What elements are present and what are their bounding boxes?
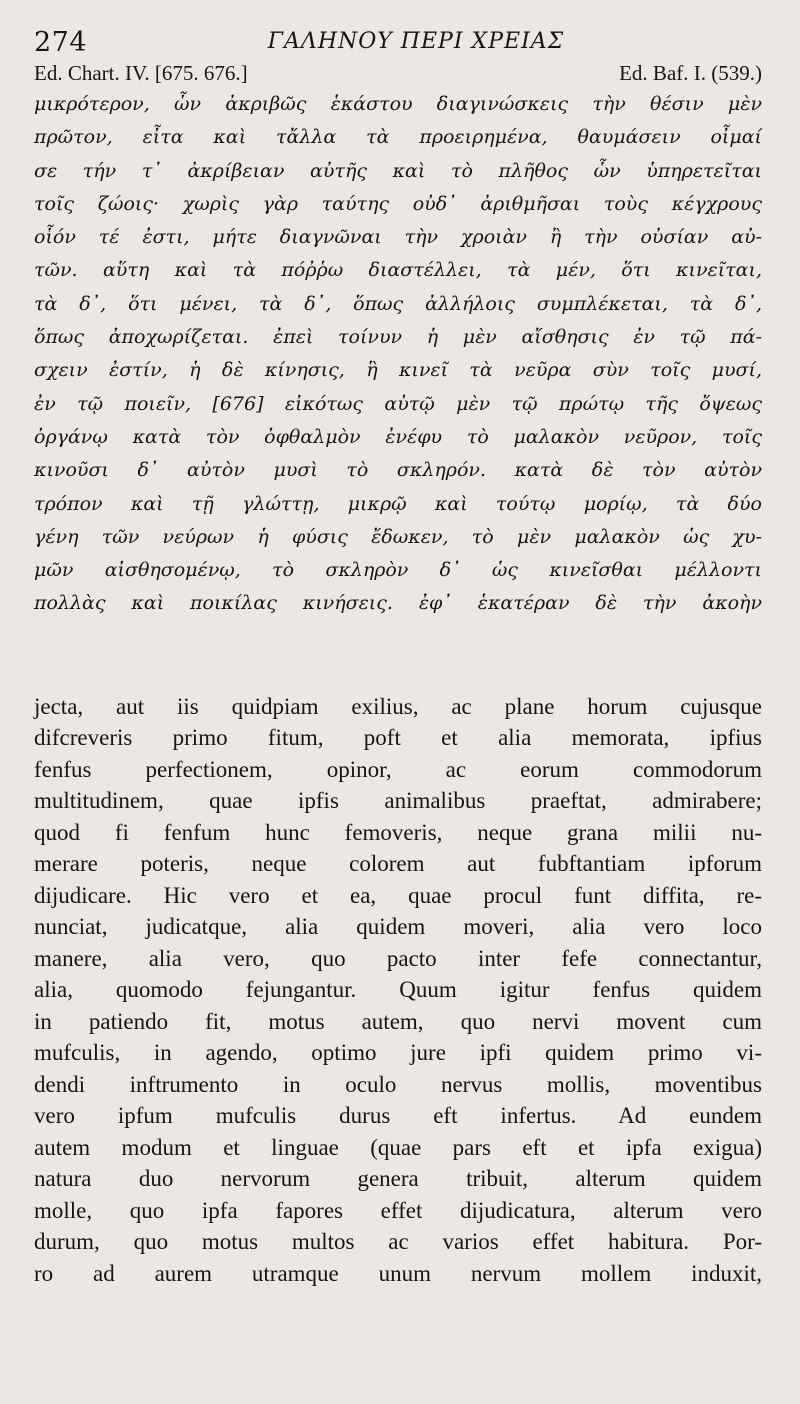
latin-line: nunciat, judicatque, alia quidem moveri, alia vero loco (34, 914, 762, 940)
greek-line: σχειν ἐστίν, ἡ δὲ κίνησις, ἣ κινεῖ τὰ νεῦρα σὺν τοῖς μυσί, (34, 359, 762, 382)
latin-line: multitudinem, quae ipfis animalibus praeftat, admirabere; (34, 788, 762, 814)
latin-line: mufculis, in agendo, optimo jure ipfi quidem primo vi- (34, 1040, 762, 1066)
latin-line: manere, alia vero, quo pacto inter fefe connectantur, (34, 945, 762, 971)
latin-line: dijudicare. Hic vero et ea, quae procul funt diffita, re- (34, 882, 762, 908)
greek-line: σε τήν τ᾽ ἀκρίβειαν αὐτῆς καὶ τὸ πλῆθος ὧν ὑπηρετεῖται (34, 159, 762, 182)
latin-line: dendi inftrumento in oculo nervus mollis, moventibus (34, 1071, 762, 1097)
greek-line: τοῖς ζώοις· χωρὶς γὰρ ταύτης οὐδ᾽ ἀριθμῆσαι τοὺς κέγχρους (34, 192, 762, 215)
latin-line: ro ad aurem utramque unum nervum mollem induxit, (34, 1260, 762, 1286)
latin-line: vero ipfum mufculis durus eft infertus. Ad eundem (34, 1103, 762, 1129)
edition-references (34, 58, 762, 88)
latin-line: quod fi fenfum hunc femoveris, neque grana milii nu- (34, 819, 762, 845)
running-title: ΓΑΛΗΝΟΥ ΠΕΡΙ ΧΡΕΙΑΣ (267, 29, 565, 54)
edition-chart-reference: Ed. Chart. IV. [675. 676.] (34, 61, 248, 85)
latin-line: autem modum et linguae (quae pars eft et ipfa exigua) (34, 1134, 762, 1160)
latin-line: in patiendo fit, motus autem, quo nervi movent cum (34, 1008, 762, 1034)
greek-line: μῶν αἰσθησομένῳ, τὸ σκληρὸν δ᾽ ὡς κινεῖσθαι μέλλοντι (34, 559, 762, 582)
greek-line: ἐν τῷ ποιεῖν, [676] εἰκότως αὐτῷ μὲν τῷ πρώτῳ τῆς ὄψεως (34, 392, 762, 415)
page-number: 274 (34, 27, 88, 58)
greek-line: οἷόν τέ ἐστι, μήτε διαγνῶναι τὴν χροιὰν ἢ τὴν οὐσίαν αὐ- (34, 226, 762, 249)
greek-line: τὰ δ᾽, ὅτι μένει, τὰ δ᾽, ὅπως ἀλλήλοις συμπλέκεται, τὰ δ᾽, (34, 292, 762, 315)
latin-line: difcreveris primo fitum, poft et alia memorata, ipfius (34, 725, 762, 751)
latin-text-block (34, 691, 762, 1290)
greek-line: τρόπον καὶ τῇ γλώττῃ, μικρῷ καὶ τούτῳ μορίῳ, τὰ δύο (34, 492, 762, 515)
latin-line: alia, quomodo fejungantur. Quum igitur fenfus quidem (34, 977, 762, 1003)
greek-line: τῶν. αὕτη καὶ τὰ πόῤῥω διαστέλλει, τὰ μέν, ὅτι κινεῖται, (34, 259, 762, 282)
section-spacer (34, 621, 762, 691)
greek-line: πολλὰς καὶ ποικίλας κινήσεις. ἐφ᾽ ἑκατέραν δὲ τὴν ἀκοὴν (34, 592, 762, 615)
latin-line: jecta, aut iis quidpiam exilius, ac plane horum cujusque (34, 693, 762, 719)
latin-line: fenfus perfectionem, opinor, ac eorum commodorum (34, 756, 762, 782)
greek-line: κινοῦσι δ᾽ αὐτὸν μυσὶ τὸ σκληρόν. κατὰ δὲ τὸν αὐτὸν (34, 459, 762, 482)
running-head (34, 18, 762, 58)
greek-line: γένη τῶν νεύρων ἡ φύσις ἔδωκεν, τὸ μὲν μαλακὸν ὡς χυ- (34, 525, 762, 548)
latin-line: natura duo nervorum genera tribuit, alterum quidem (34, 1166, 762, 1192)
greek-line: μικρότερον, ὧν ἀκριβῶς ἑκάστου διαγινώσκεις τὴν θέσιν μὲν (34, 93, 762, 115)
edition-basel-reference: Ed. Baf. I. (539.) (619, 61, 762, 85)
greek-text-block (34, 88, 762, 621)
greek-line: ὅπως ἀποχωρίζεται. ἐπεὶ τοίνυν ἡ μὲν αἴσθησις ἐν τῷ πά- (34, 326, 762, 349)
latin-line: durum, quo motus multos ac varios effet habitura. Por- (34, 1229, 762, 1255)
latin-line: molle, quo ipfa fapores effet dijudicatura, alterum vero (34, 1197, 762, 1223)
greek-line: πρῶτον, εἶτα καὶ τἄλλα τὰ προειρημένα, θαυμάσειν οἶμαί (34, 126, 762, 149)
greek-line: ὀργάνῳ κατὰ τὸν ὀφθαλμὸν ἐνέφυ τὸ μαλακὸν νεῦρον, τοῖς (34, 425, 762, 448)
latin-line: merare poteris, neque colorem aut fubftantiam ipforum (34, 851, 762, 877)
